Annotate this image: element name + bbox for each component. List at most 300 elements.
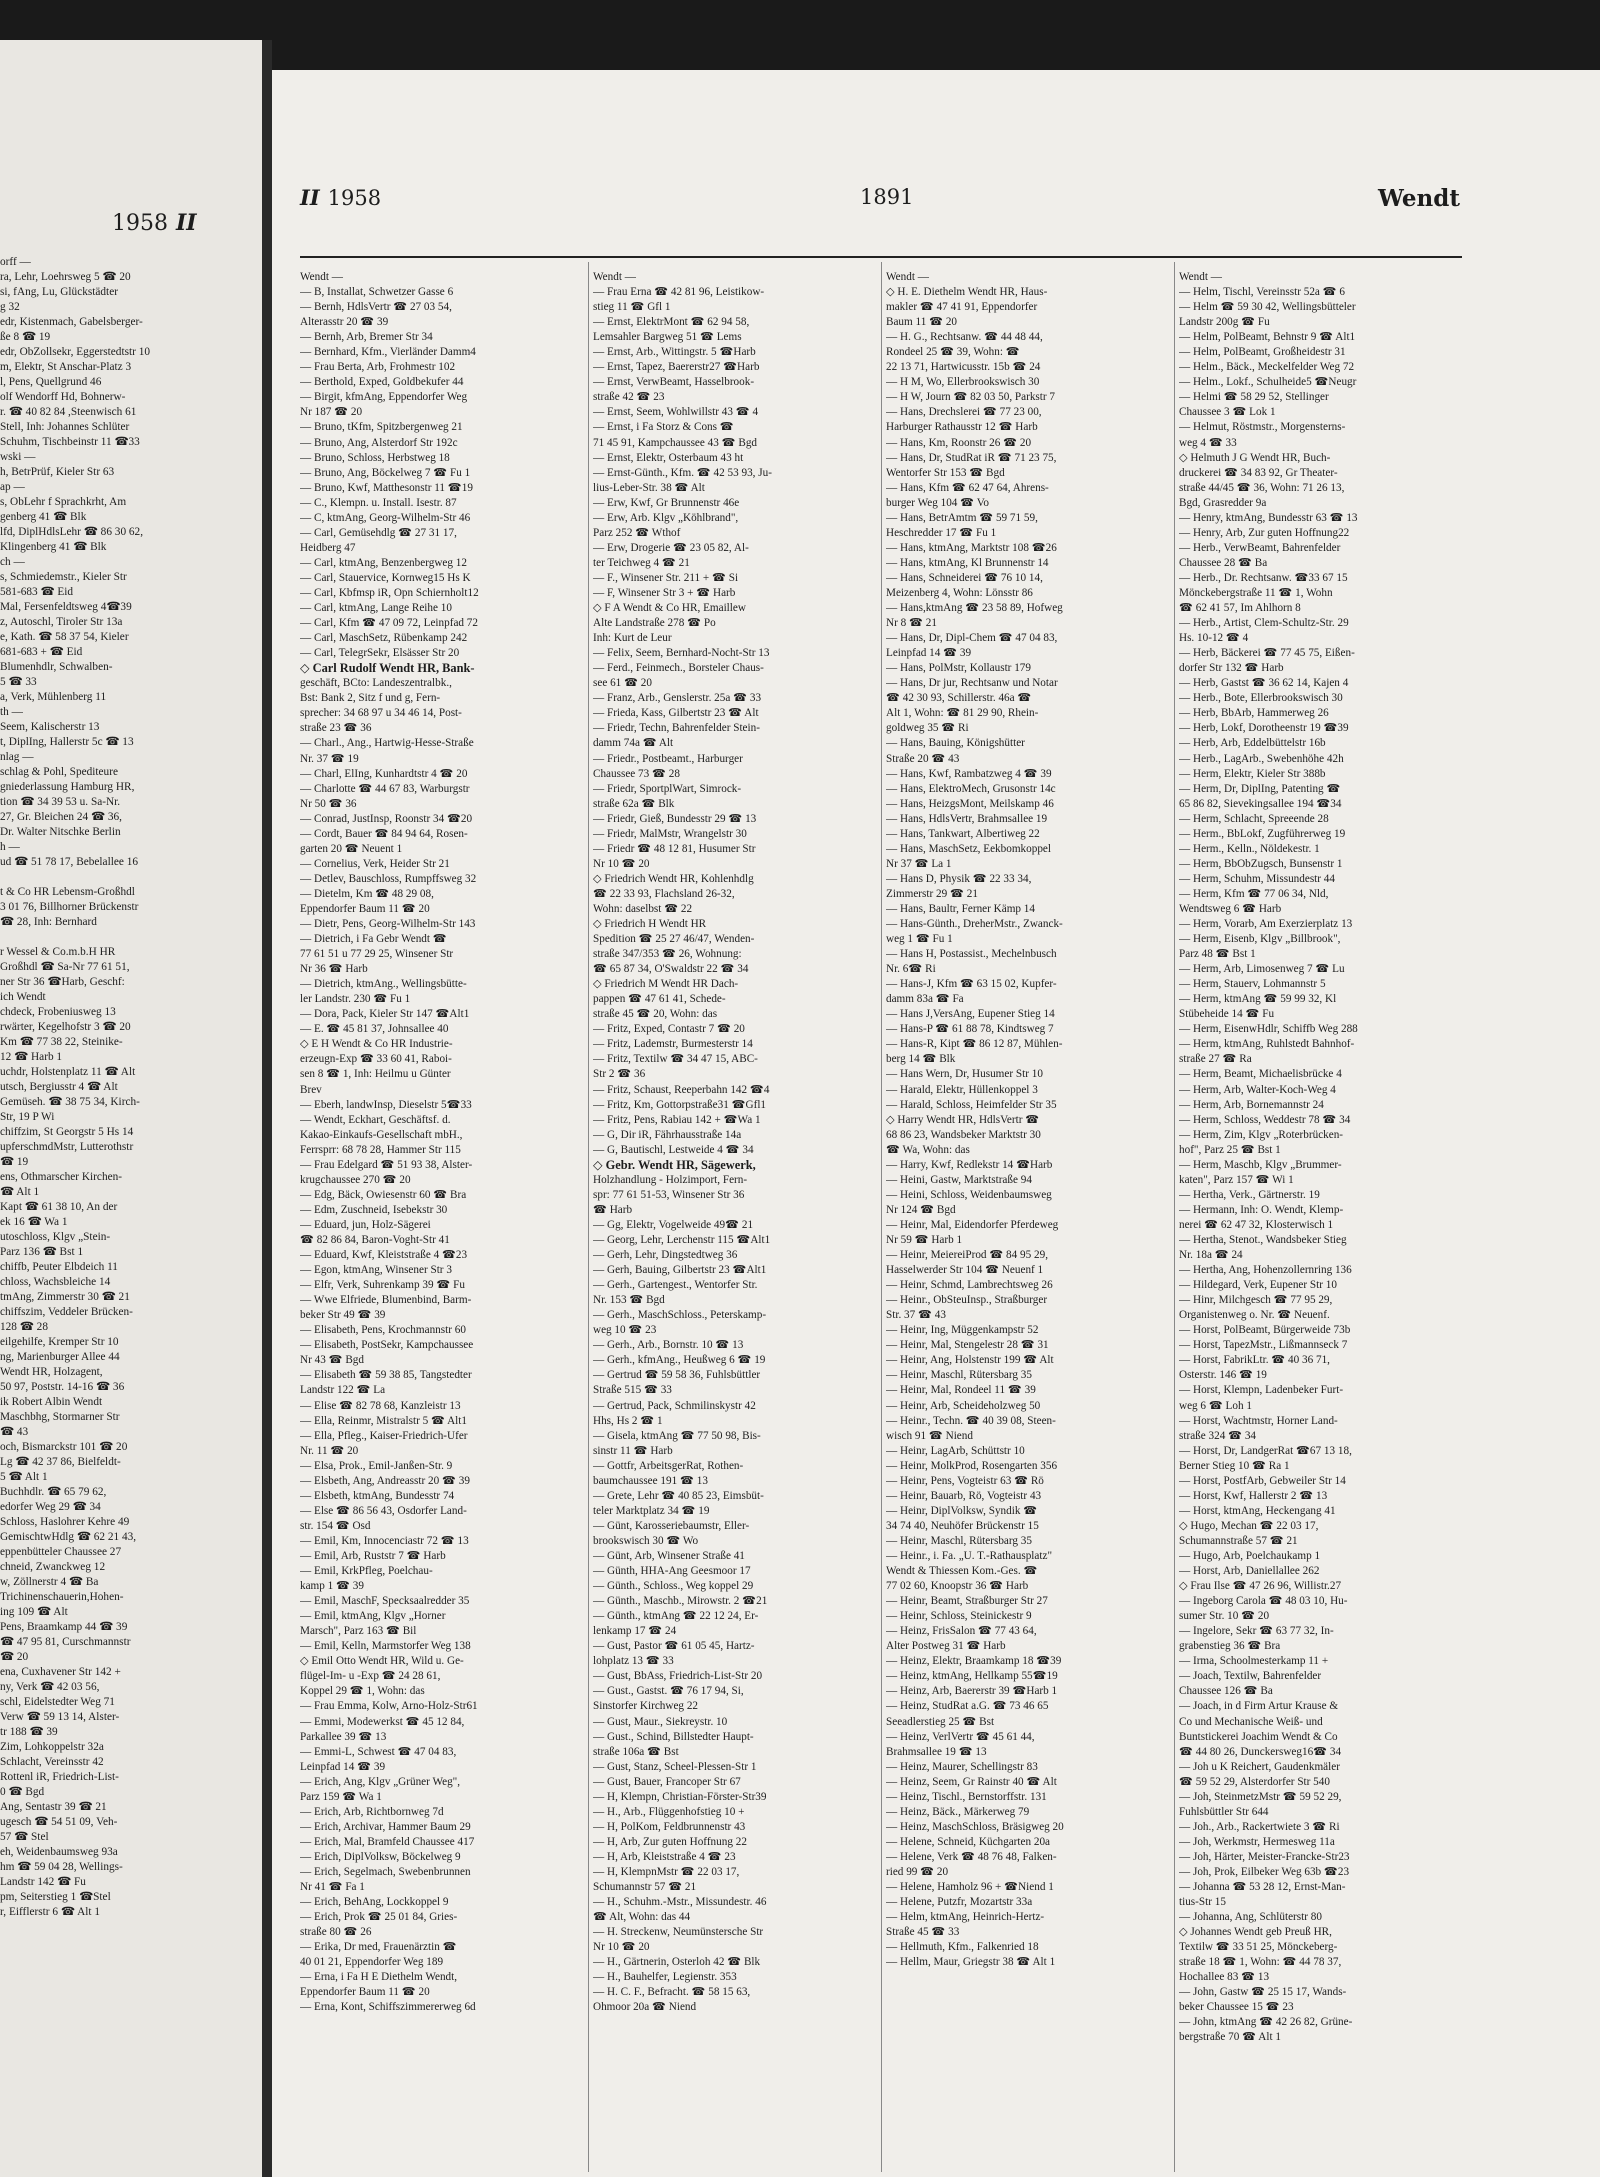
- directory-entry-line: — Helm., Lokf., Schulheide5 ☎Neugr: [1179, 376, 1357, 389]
- directory-entry-line: — Herm, Beamt, Michaelisbrücke 4: [1179, 1068, 1342, 1081]
- directory-entry-line: — Horst, ktmAng, Heckengang 41: [1179, 1504, 1336, 1517]
- left-page: [0, 40, 262, 2177]
- directory-entry-line: 77 61 51 u 77 29 25, Winsener Str: [300, 948, 454, 961]
- left-page-line: a, Verk, Mühlenberg 11: [0, 691, 107, 703]
- directory-entry-line: — Charlotte ☎ 44 67 83, Warburgstr: [300, 782, 470, 795]
- directory-entry-line: — Gertrud ☎ 59 58 36, Fuhlsbüttler: [593, 1369, 761, 1382]
- page-label: II: [300, 185, 320, 210]
- directory-entry-line: — Erich, Ang, Klgv „Grüner Weg",: [300, 1775, 461, 1788]
- directory-entry-line: — H., Arb., Flüggenhofstieg 10 +: [593, 1805, 745, 1818]
- directory-entry-line: Str 2 ☎ 36: [593, 1068, 646, 1081]
- left-page-line: tr 188 ☎ 39: [0, 1726, 58, 1738]
- directory-entry-line: — Ingelore, Sekr ☎ 63 77 32, In-: [1179, 1625, 1334, 1638]
- directory-entry-line: — Gottfr, ArbeitsgerRat, Rothen-: [593, 1459, 744, 1472]
- directory-entry-line: ◇ Friedrich Wendt HR, Kohlenhdlg: [593, 872, 754, 885]
- directory-entry-line: ◇ Emil Otto Wendt HR, Wild u. Ge-: [300, 1655, 464, 1668]
- left-page-line: wski —: [0, 451, 36, 463]
- directory-entry-line: — Elsa, Prok., Emil-Janßen-Str. 9: [300, 1459, 453, 1472]
- directory-entry-line: — Günt, Karosseriebaumstr, Eller-: [593, 1519, 750, 1532]
- page-year: 1958: [327, 186, 382, 210]
- directory-entry-line: — H, Arb, Zur guten Hoffnung 22: [593, 1835, 747, 1848]
- directory-entry-line: Brev: [300, 1083, 322, 1096]
- directory-entry-line: ◇ Friedrich M Wendt HR Dach-: [593, 978, 739, 991]
- directory-entry-line: ◇ Helmuth J G Wendt HR, Buch-: [1179, 451, 1331, 464]
- directory-entry-line: — Helm, PolBeamt, Großheidestr 31: [1179, 346, 1346, 359]
- directory-entry-line: — Elisabeth ☎ 59 38 85, Tangstedter: [300, 1369, 472, 1382]
- directory-entry-line: — Helene, Putzfr, Mozartstr 33a: [886, 1896, 1033, 1909]
- directory-entry-line: — Hugo, Arb, Poelchaukamp 1: [1179, 1549, 1321, 1562]
- page-header-left: [300, 185, 381, 210]
- directory-entry-line: — H., Schuhm.-Mstr., Missundestr. 46: [593, 1896, 767, 1909]
- directory-entry-line: — Frieda, Kass, Gilbertstr 23 ☎ Alt: [593, 707, 759, 720]
- directory-entry-line: Co und Mechanische Weiß- und: [1179, 1715, 1323, 1728]
- directory-entry-line: — Hans Wern, Dr, Husumer Str 10: [886, 1068, 1043, 1081]
- directory-entry-line: — Herm, Arb, Walter-Koch-Weg 4: [1179, 1083, 1336, 1096]
- left-page-line: Klingenberg 41 ☎ Blk: [0, 541, 107, 553]
- left-page-line: Kapt ☎ 61 38 10, An der: [0, 1201, 118, 1213]
- directory-entry-line: straße 347/353 ☎ 26, Wohnung:: [593, 948, 742, 961]
- directory-entry-line: erzeugn-Exp ☎ 33 60 41, Raboi-: [300, 1053, 452, 1066]
- directory-entry-line: — Herm., Kelln., Nöldekestr. 1: [1179, 842, 1320, 855]
- directory-entry-line: 22 13 71, Hartwicusstr. 15b ☎ 24: [886, 361, 1041, 374]
- directory-entry-line: Alterasstr 20 ☎ 39: [300, 316, 389, 329]
- directory-entry-line: — Heinr, Maschl, Rütersbarg 35: [886, 1369, 1032, 1382]
- left-page-line: Zim, Lohkoppelstr 32a: [0, 1741, 104, 1753]
- directory-entry-line: — Bruno, Schloss, Herbstweg 18: [300, 451, 450, 464]
- directory-entry-line: — Heinz, FrisSalon ☎ 77 43 64,: [886, 1625, 1037, 1638]
- directory-entry-line: — Erich, Archivar, Hammer Baum 29: [300, 1820, 471, 1833]
- directory-entry-line: 34 74 40, Neuhöfer Brückenstr 15: [886, 1519, 1039, 1532]
- directory-entry-line: — Heinr., Techn. ☎ 40 39 08, Steen-: [886, 1414, 1056, 1427]
- directory-entry-line: — Herm, Schloss, Weddestr 78 ☎ 34: [1179, 1113, 1351, 1126]
- directory-entry-line: Str. 37 ☎ 43: [886, 1309, 946, 1322]
- directory-entry-line: spr: 77 61 51-53, Winsener Str 36: [593, 1188, 745, 1201]
- directory-entry-line: — H. Streckenw, Neumünstersche Str: [593, 1926, 764, 1939]
- directory-entry-line: — Herm, Vorarb, Am Exerzierplatz 13: [1179, 918, 1353, 931]
- directory-entry-line: — Herb., LagArb., Swebenhöhe 42h: [1179, 752, 1344, 765]
- directory-entry-line: Marsch", Parz 163 ☎ Bil: [300, 1625, 417, 1638]
- directory-entry-line: Nr 36 ☎ Harb: [300, 963, 368, 976]
- directory-entry-line: — Herm, Eisenb, Klgv „Billbrook",: [1179, 933, 1341, 946]
- directory-entry-line: Nr. 153 ☎ Bgd: [593, 1294, 665, 1307]
- directory-entry-line: — G, Bautischl, Lestweide 4 ☎ 34: [593, 1143, 754, 1156]
- directory-entry-line: goldweg 35 ☎ Ri: [886, 722, 969, 735]
- left-page-line: Schlacht, Vereinsstr 42: [0, 1756, 104, 1768]
- directory-entry-line: — Eberh, landwInsp, Dieselstr 5☎33: [300, 1098, 472, 1111]
- left-page-line: r, Eifflerstr 6 ☎ Alt 1: [0, 1906, 101, 1918]
- directory-entry-line: — Heinz, VerlVertr ☎ 45 61 44,: [886, 1730, 1035, 1743]
- directory-entry-line: — Heinz, Tischl., Bernstorffstr. 131: [886, 1790, 1047, 1803]
- directory-entry-line: — Horst, FabrikLtr. ☎ 40 36 71,: [1179, 1354, 1330, 1367]
- directory-entry-line: — Ernst, i Fa Storz & Cons ☎: [593, 421, 734, 434]
- directory-entry-line: damm 74a ☎ Alt: [593, 737, 674, 750]
- directory-entry-line: — Helene, Hamholz 96 + ☎Niend 1: [886, 1881, 1054, 1894]
- left-page-line: chiffb, Peuter Elbdeich 11: [0, 1261, 118, 1273]
- directory-entry-line: — Hans,ktmAng ☎ 23 58 89, Hofweg: [886, 602, 1063, 615]
- left-page-line: ik Robert Albin Wendt: [0, 1396, 103, 1408]
- left-page-line: ße 8 ☎ 19: [0, 331, 51, 343]
- directory-column-4: [1179, 270, 1462, 2170]
- directory-entry-line: — Helene, Verk ☎ 48 76 48, Falken-: [886, 1850, 1057, 1863]
- running-head: Wendt: [1377, 185, 1460, 212]
- directory-entry-line: — Harald, Schloss, Heimfelder Str 35: [886, 1098, 1057, 1111]
- directory-entry-line: Nr 59 ☎ Harb 1: [886, 1234, 963, 1246]
- directory-entry-line: Leinpfad 14 ☎ 39: [886, 647, 972, 660]
- directory-entry-line: — Hans D, Physik ☎ 22 33 34,: [886, 872, 1032, 885]
- left-page-line: GemischtwHdlg ☎ 62 21 43,: [0, 1531, 137, 1543]
- directory-entry-line: — Herm, Maschb, Klgv „Brummer-: [1179, 1158, 1342, 1171]
- directory-entry-line: Nr 41 ☎ Fa 1: [300, 1881, 365, 1894]
- left-page-line: t & Co HR Lebensm-Großhdl: [0, 886, 135, 898]
- left-page-line: ich Wendt: [0, 991, 46, 1003]
- directory-entry-line: Straße 20 ☎ 43: [886, 752, 960, 765]
- left-page-line: ng, Marienburger Allee 44: [0, 1351, 120, 1363]
- left-page-line: Großhdl ☎ Sa-Nr 77 61 51,: [0, 961, 130, 973]
- directory-entry-line: — Hans, Dr jur, Rechtsanw und Notar: [886, 677, 1058, 690]
- directory-entry-line: — Hans H, Postassist., Mechelnbusch: [886, 948, 1057, 961]
- directory-entry-line: nerei ☎ 62 47 32, Klosterwisch 1: [1179, 1218, 1334, 1231]
- directory-column-2: [593, 270, 876, 2170]
- left-page-line: Seem, Kalischerstr 13: [0, 721, 100, 733]
- left-page-line: Km ☎ 77 38 22, Steinike-: [0, 1036, 123, 1048]
- directory-entry-line: Ferrsprr: 68 78 28, Hammer Str 115: [300, 1143, 461, 1156]
- left-page-line: Stell, Inh: Johannes Schlüter: [0, 421, 130, 433]
- directory-entry-line: — Günth., Schloss., Weg koppel 29: [593, 1580, 754, 1593]
- directory-entry-line: Spedition ☎ 25 27 46/47, Wenden-: [593, 933, 755, 946]
- directory-entry-line: Landstr 200g ☎ Fu: [1179, 316, 1270, 329]
- directory-entry-line: — Hans-R, Kipt ☎ 86 12 87, Mühlen-: [886, 1038, 1063, 1051]
- left-page-line: Blumenhdlr, Schwalben-: [0, 661, 113, 673]
- directory-entry-line: — Horst, TapezMstr., Lißmannseck 7: [1179, 1339, 1348, 1352]
- directory-entry-line: Wendt —: [886, 271, 929, 283]
- left-page-line: eh, Weidenbaumsweg 93a: [0, 1846, 118, 1858]
- directory-entry-line: — Charl., Ang., Hartwig-Hesse-Straße: [300, 737, 474, 750]
- directory-entry-line: — Else ☎ 86 56 43, Osdorfer Land-: [300, 1504, 467, 1517]
- directory-entry-line: — Erich, Prok ☎ 25 01 84, Gries-: [300, 1911, 458, 1924]
- directory-entry-line: — Ernst-Günth., Kfm. ☎ 42 53 93, Ju-: [593, 466, 772, 479]
- left-page-line: m, Elektr, St Anschar-Platz 3: [0, 361, 132, 373]
- directory-entry-line: ☎ Alt, Wohn: das 44: [593, 1911, 691, 1924]
- directory-entry-line: katen", Parz 157 ☎ Wi 1: [1179, 1173, 1294, 1186]
- directory-entry-line: — Herm, ktmAng ☎ 59 99 32, Kl: [1179, 993, 1337, 1006]
- directory-entry-line: — Hans, BetrAmtm ☎ 59 71 59,: [886, 511, 1038, 524]
- directory-entry-line: — H, KlempnMstr ☎ 22 03 17,: [593, 1865, 740, 1878]
- directory-entry-line: — Heinr, Ang, Holstenstr 199 ☎ Alt: [886, 1354, 1054, 1367]
- left-page-line: Buchhdlr. ☎ 65 79 62,: [0, 1486, 107, 1498]
- directory-entry-line: — Joh, SteinmetzMstr ☎ 59 52 29,: [1179, 1790, 1342, 1803]
- directory-entry-line: Heschredder 17 ☎ Fu 1: [886, 526, 997, 539]
- directory-entry-line: Straße 515 ☎ 33: [593, 1384, 672, 1397]
- directory-entry-line: ◇ Frau Ilse ☎ 47 26 96, Willistr.27: [1179, 1580, 1342, 1593]
- left-page-line: Schloss, Haslohrer Kehre 49: [0, 1516, 130, 1528]
- directory-entry-line: makler ☎ 47 41 91, Eppendorfer: [886, 301, 1038, 314]
- directory-entry-line: — Elisabeth, PostSekr, Kampchaussee: [300, 1339, 474, 1352]
- directory-entry-line: — Birgit, kfmAng, Eppendorfer Weg: [300, 391, 468, 404]
- left-page-line: tmAng, Zimmerstr 30 ☎ 21: [0, 1291, 130, 1303]
- left-page-line: eppenbütteler Chaussee 27: [0, 1546, 122, 1558]
- directory-entry-line: — Günth, HHA-Ang Geesmoor 17: [593, 1565, 751, 1578]
- left-page-line: olf Wendorff Hd, Bohnerw-: [0, 391, 126, 403]
- directory-entry-line: — Hans, Schneiderei ☎ 76 10 14,: [886, 571, 1043, 584]
- directory-entry-line: 77 02 60, Knoopstr 36 ☎ Harb: [886, 1580, 1029, 1593]
- left-page-line: z, Autoschl, Tiroler Str 13a: [0, 616, 123, 628]
- left-page-line: orff —: [0, 256, 31, 268]
- directory-entry-line: straße 45 ☎ 20, Wohn: das: [593, 1008, 718, 1021]
- left-page-line: e, Kath. ☎ 58 37 54, Kieler: [0, 631, 129, 643]
- directory-entry-line: — Carl, Gemüsehdlg ☎ 27 31 17,: [300, 526, 457, 539]
- directory-entry-line: weg 4 ☎ 33: [1179, 436, 1237, 449]
- left-page-line: ens, Othmarscher Kirchen-: [0, 1171, 123, 1183]
- directory-entry-line: beker Str 49 ☎ 39: [300, 1309, 386, 1322]
- directory-entry-line: str. 154 ☎ Osd: [300, 1519, 371, 1532]
- directory-entry-line: — Hans, Baultr, Ferner Kämp 14: [886, 902, 1035, 915]
- directory-entry-line: — Carl, ktmAng, Lange Reihe 10: [300, 602, 452, 615]
- directory-entry-line: — Herb, BbArb, Hammerweg 26: [1179, 707, 1329, 720]
- directory-entry-line: burger Weg 104 ☎ Vo: [886, 496, 989, 509]
- directory-entry-line: — Cornelius, Verk, Heider Str 21: [300, 857, 450, 870]
- directory-entry-line: ◇ Carl Rudolf Wendt HR, Bank-: [300, 661, 475, 676]
- directory-entry-line: — Herm, Dr, DiplIng, Patenting ☎: [1179, 782, 1341, 795]
- left-page-line: Parz 136 ☎ Bst 1: [0, 1246, 84, 1258]
- column-divider: [881, 262, 882, 2172]
- directory-entry-line: Osterstr. 146 ☎ 19: [1179, 1369, 1267, 1382]
- directory-entry-line: brookswisch 30 ☎ Wo: [593, 1534, 699, 1547]
- page-header: [300, 185, 1460, 215]
- directory-entry-line: ◇ F A Wendt & Co HR, Emaillew: [593, 602, 746, 615]
- directory-entry-line: — Ernst, ElektrMont ☎ 62 94 58,: [593, 316, 750, 329]
- directory-entry-line: — Herb., VerwBeamt, Bahrenfelder: [1179, 541, 1341, 554]
- left-page-line: chneid, Zwanckweg 12: [0, 1561, 106, 1573]
- directory-entry-line: Rondeel 25 ☎ 39, Wohn: ☎: [886, 346, 1020, 359]
- directory-entry-line: Bgd, Grasredder 9a: [1179, 496, 1267, 509]
- directory-entry-line: damm 83a ☎ Fa: [886, 993, 964, 1006]
- directory-entry-line: — Gerh., Arb., Bornstr. 10 ☎ 13: [593, 1339, 744, 1352]
- directory-entry-line: — Herm, BbObZugsch, Bunsenstr 1: [1179, 857, 1343, 870]
- directory-entry-line: — Herm, Elektr, Kieler Str 388b: [1179, 767, 1326, 780]
- directory-entry-line: sen 8 ☎ 1, Inh: Heilmu u Günter: [300, 1068, 451, 1081]
- left-page-line: 5 ☎ 33: [0, 676, 37, 688]
- directory-entry-line: — Heinr., ObSteuInsp., Straßburger: [886, 1294, 1048, 1307]
- directory-entry-line: bergstraße 70 ☎ Alt 1: [1179, 2031, 1281, 2044]
- directory-entry-line: — Hans, PolMstr, Kollaustr 179: [886, 662, 1031, 675]
- directory-entry-line: — Bruno, Ang, Alsterdorf Str 192c: [300, 436, 458, 449]
- directory-entry-line: — Erich, Mal, Bramfeld Chaussee 417: [300, 1835, 475, 1848]
- directory-entry-line: — H, Klempn, Christian-Förster-Str39: [593, 1790, 767, 1803]
- directory-entry-line: — Heinr, Beamt, Straßburger Str 27: [886, 1595, 1048, 1608]
- directory-entry-line: — Horst, Kwf, Hallerstr 2 ☎ 13: [1179, 1489, 1328, 1502]
- directory-entry-line: Nr 50 ☎ 36: [300, 797, 357, 810]
- header-rule: [300, 256, 1462, 258]
- directory-entry-line: ☎ 62 41 57, Im Ahlhorn 8: [1179, 602, 1301, 615]
- directory-entry-line: — F, Winsener Str 3 + ☎ Harb: [593, 586, 736, 599]
- directory-entry-line: — Gust, Maur., Siekreystr. 10: [593, 1715, 728, 1728]
- left-page-line: Landstr 142 ☎ Fu: [0, 1876, 86, 1888]
- directory-entry-line: — Bruno, Kwf, Matthesonstr 11 ☎19: [300, 481, 473, 494]
- directory-entry-line: — Herm, Arb, Limosenweg 7 ☎ Lu: [1179, 963, 1345, 976]
- directory-entry-line: — Gerh, Lehr, Dingstedtweg 36: [593, 1249, 738, 1262]
- directory-entry-line: — Henry, Arb, Zur guten Hoffnung22: [1179, 526, 1350, 539]
- book-gutter: [262, 40, 272, 2177]
- directory-entry-line: — Cordt, Bauer ☎ 84 94 64, Rosen-: [300, 827, 468, 840]
- directory-entry-line: ☎ 44 80 26, Dunckersweg16☎ 34: [1179, 1745, 1342, 1758]
- directory-entry-line: — Fritz, Schaust, Reeperbahn 142 ☎4: [593, 1083, 770, 1096]
- directory-entry-line: — Günt, Arb, Winsener Straße 41: [593, 1549, 745, 1562]
- directory-entry-line: ☎ 42 30 93, Schillerstr. 46a ☎: [886, 692, 1032, 705]
- left-page-line: uchdr, Holstenplatz 11 ☎ Alt: [0, 1066, 136, 1078]
- directory-entry-line: — Dora, Pack, Kieler Str 147 ☎Alt1: [300, 1008, 470, 1021]
- left-page-line: Schuhm, Tischbeinstr 11 ☎33: [0, 436, 140, 448]
- directory-entry-line: Heidberg 47: [300, 541, 356, 554]
- directory-entry-line: 68 86 23, Wandsbeker Marktstr 30: [886, 1128, 1041, 1141]
- left-page-header: [112, 210, 197, 236]
- left-page-label: II: [176, 210, 197, 236]
- directory-entry-line: — Helm ☎ 59 30 42, Wellingsbütteler: [1179, 301, 1356, 314]
- directory-entry-line: — Emmi, Modewerkst ☎ 45 12 84,: [300, 1715, 465, 1728]
- directory-entry-line: — Emil, Arb, Ruststr 7 ☎ Harb: [300, 1549, 446, 1562]
- directory-entry-line: — Heinr, Arb, Scheideholzweg 50: [886, 1399, 1041, 1412]
- left-page-line: och, Bismarckstr 101 ☎ 20: [0, 1441, 128, 1453]
- directory-entry-line: Mönckebergstraße 11 ☎ 1, Wohn: [1179, 586, 1333, 599]
- directory-entry-line: lenkamp 17 ☎ 24: [593, 1625, 677, 1638]
- left-page-line: 12 ☎ Harb 1: [0, 1051, 63, 1063]
- left-page-line: gniederlassung Hamburg HR,: [0, 781, 135, 793]
- left-page-line: [0, 870, 262, 885]
- directory-entry-line: — Joh, Härter, Meister-Francke-Str23: [1179, 1850, 1350, 1863]
- directory-entry-line: Chaussee 73 ☎ 28: [593, 767, 680, 780]
- directory-entry-line: Straße 45 ☎ 33: [886, 1926, 960, 1939]
- directory-entry-line: teler Marktplatz 34 ☎ 19: [593, 1504, 710, 1517]
- left-page-line: r. ☎ 40 82 84 ,Steenwisch 61: [0, 406, 137, 418]
- directory-entry-line: — B, Installat, Schwetzer Gasse 6: [300, 286, 454, 299]
- directory-entry-line: — Heinr, Mal, Eidendorfer Pferdeweg: [886, 1218, 1059, 1231]
- directory-entry-line: — Erw, Drogerie ☎ 23 05 82, Al-: [593, 541, 749, 554]
- directory-entry-line: weg 10 ☎ 23: [593, 1324, 657, 1337]
- left-page-column: [0, 255, 262, 1920]
- directory-entry-line: Chaussee 28 ☎ Ba: [1179, 556, 1268, 569]
- directory-entry-line: — Herb, Bäckerei ☎ 77 45 75, Eißen-: [1179, 647, 1355, 660]
- directory-entry-line: — Elisabeth, Pens, Krochmannstr 60: [300, 1324, 466, 1337]
- directory-entry-line: — Gust, Stanz, Scheel-Plessen-Str 1: [593, 1760, 757, 1773]
- directory-entry-line: lius-Leber-Str. 38 ☎ Alt: [593, 481, 705, 494]
- directory-entry-line: ter Teichweg 4 ☎ 21: [593, 556, 690, 569]
- directory-entry-line: krugchaussee 270 ☎ 20: [300, 1173, 411, 1186]
- directory-entry-line: — Heinz, ktmAng, Hellkamp 55☎19: [886, 1670, 1058, 1683]
- directory-entry-line: straße 324 ☎ 34: [1179, 1429, 1257, 1442]
- directory-entry-line: Stübeheide 14 ☎ Fu: [1179, 1008, 1275, 1021]
- directory-entry-line: straße 106a ☎ Bst: [593, 1745, 679, 1758]
- left-page-line: ☎ 28, Inh: Bernhard: [0, 916, 97, 928]
- directory-entry-line: Kakao-Einkaufs-Gesellschaft mbH.,: [300, 1128, 463, 1141]
- directory-entry-line: — Friedr, MalMstr, Wrangelstr 30: [593, 827, 747, 840]
- left-page-line: h, BetrPrüf, Kieler Str 63: [0, 466, 115, 478]
- directory-entry-line: — Frau Berta, Arb, Frohmestr 102: [300, 361, 456, 374]
- directory-entry-line: kamp 1 ☎ 39: [300, 1580, 364, 1593]
- directory-entry-line: — Heinz, StudRat a.G. ☎ 73 46 65: [886, 1700, 1049, 1713]
- directory-entry-line: Hhs, Hs 2 ☎ 1: [593, 1414, 663, 1427]
- directory-entry-line: Alt 1, Wohn: ☎ 81 29 90, Rhein-: [886, 707, 1039, 720]
- left-page-line: h —: [0, 841, 20, 853]
- left-page-line: Maschbhg, Stormarner Str: [0, 1411, 120, 1423]
- directory-entry-line: — Emil, ktmAng, Klgv „Horner: [300, 1610, 446, 1623]
- left-page-line: s, ObLehr f Sprachkrht, Am: [0, 496, 127, 508]
- directory-entry-line: — Hans, Dr, Dipl-Chem ☎ 47 04 83,: [886, 632, 1058, 645]
- directory-entry-line: Leinpfad 14 ☎ 39: [300, 1760, 386, 1773]
- directory-entry-line: ◇ E H Wendt & Co HR Industrie-: [300, 1038, 453, 1051]
- directory-entry-line: — Herm, Zim, Klgv „Roterbrücken-: [1179, 1128, 1344, 1141]
- directory-entry-line: — Heinz, Arb, Baererstr 39 ☎Harb 1: [886, 1685, 1058, 1698]
- directory-entry-line: — Hans, Kfm ☎ 62 47 64, Ahrens-: [886, 481, 1049, 494]
- directory-entry-line: — Bernh, Arb, Bremer Str 34: [300, 331, 433, 344]
- directory-column-3: [886, 270, 1169, 2170]
- directory-entry-line: ◇ Friedrich H Wendt HR: [593, 918, 707, 931]
- directory-entry-line: — H W, Journ ☎ 82 03 50, Parkstr 7: [886, 391, 1056, 404]
- directory-entry-line: wisch 91 ☎ Niend: [886, 1429, 973, 1442]
- directory-entry-line: — Horst, PolBeamt, Bürgerweide 73b: [1179, 1324, 1351, 1337]
- directory-entry-line: — E. ☎ 45 81 37, Johnsallee 40: [300, 1023, 449, 1036]
- directory-entry-line: — Heinz, Elektr, Braamkamp 18 ☎39: [886, 1655, 1062, 1668]
- left-page-line: ing 109 ☎ Alt: [0, 1606, 68, 1618]
- directory-entry-line: — Hertha, Stenot., Wandsbeker Stieg: [1179, 1234, 1347, 1246]
- left-page-line: w, Zöllnerstr 4 ☎ Ba: [0, 1576, 99, 1588]
- directory-entry-line: — Erika, Dr med, Frauenärztin ☎: [300, 1941, 457, 1954]
- directory-entry-line: — Elise ☎ 82 78 68, Kanzleistr 13: [300, 1399, 461, 1412]
- directory-entry-line: — Heinr, Schmd, Lambrechtsweg 26: [886, 1279, 1053, 1292]
- directory-entry-line: — Horst, PostfArb, Gebweiler Str 14: [1179, 1474, 1346, 1487]
- directory-entry-line: — H. G., Rechtsanw. ☎ 44 48 44,: [886, 331, 1043, 344]
- directory-entry-line: ◇ Johannes Wendt geb Preuß HR,: [1179, 1926, 1332, 1939]
- directory-entry-line: — Hans, Drechslerei ☎ 77 23 00,: [886, 406, 1042, 419]
- directory-entry-line: — Heinr, LagArb, Schüttstr 10: [886, 1444, 1025, 1457]
- directory-entry-line: Chaussee 126 ☎ Ba: [1179, 1685, 1273, 1698]
- directory-entry-line: ☎ 22 33 93, Flachsland 26-32,: [593, 887, 735, 900]
- directory-entry-line: Parz 48 ☎ Bst 1: [1179, 948, 1256, 961]
- directory-entry-line: straße 44/45 ☎ 36, Wohn: 71 26 13,: [1179, 481, 1345, 494]
- left-page-line: Gemüseh. ☎ 38 75 34, Kirch-: [0, 1096, 140, 1108]
- left-page-line: Wendt HR, Holzagent,: [0, 1366, 103, 1378]
- left-page-line: Lg ☎ 42 37 86, Bielfeldt-: [0, 1456, 121, 1468]
- directory-entry-line: — Heinz, MaschSchloss, Bräsigweg 20: [886, 1820, 1064, 1833]
- directory-entry-line: flügel-Im- u -Exp ☎ 24 28 61,: [300, 1670, 441, 1683]
- directory-entry-line: — Herm, EisenwHdlr, Schiffb Weg 288: [1179, 1023, 1358, 1036]
- directory-entry-line: — Hans, Kwf, Rambatzweg 4 ☎ 39: [886, 767, 1052, 780]
- directory-entry-line: — Günth., ktmAng ☎ 22 12 24, Er-: [593, 1610, 759, 1623]
- directory-entry-line: — Wwe Elfriede, Blumenbind, Barm-: [300, 1294, 472, 1307]
- directory-entry-line: Baum 11 ☎ 20: [886, 316, 958, 329]
- directory-entry-line: ☎ 59 52 29, Alsterdorfer Str 540: [1179, 1775, 1330, 1788]
- directory-entry-line: — Joh u K Reichert, Gaudenkmäler: [1179, 1760, 1340, 1773]
- directory-entry-line: — Fritz, Lademstr, Burmesterstr 14: [593, 1038, 753, 1051]
- directory-entry-line: Inh: Kurt de Leur: [593, 632, 672, 645]
- left-page-line: ☎ 47 95 81, Curschmannstr: [0, 1636, 131, 1648]
- left-page-line: Mal, Fersenfeldtsweg 4☎39: [0, 601, 132, 613]
- directory-entry-line: Brahmsallee 19 ☎ 13: [886, 1745, 987, 1758]
- directory-entry-line: — Herb, Lokf, Dorotheenstr 19 ☎39: [1179, 722, 1349, 735]
- directory-entry-line: druckerei ☎ 34 83 92, Gr Theater-: [1179, 466, 1338, 479]
- left-page-line: 128 ☎ 28: [0, 1321, 48, 1333]
- directory-entry-line: Meizenberg 4, Wohn: Lönsstr 86: [886, 586, 1033, 599]
- directory-entry-line: — Gust., Schind, Billstedter Haupt-: [593, 1730, 754, 1743]
- directory-entry-line: — Gg, Elektr, Vogelweide 49☎ 21: [593, 1218, 754, 1231]
- directory-entry-line: — Dietrich, i Fa Gebr Wendt ☎: [300, 933, 447, 946]
- column-divider: [588, 262, 589, 2172]
- directory-entry-line: — Fritz, Km, Gottorpstraße31 ☎Gfl1: [593, 1098, 767, 1111]
- directory-entry-line: — Hans, HeizgsMont, Meilskamp 46: [886, 797, 1054, 810]
- directory-entry-line: hof", Parz 25 ☎ Bst 1: [1179, 1143, 1281, 1156]
- directory-entry-line: — Grete, Lehr ☎ 40 85 23, Eimsbüt-: [593, 1489, 764, 1502]
- left-page-line: edorfer Weg 29 ☎ 34: [0, 1501, 101, 1513]
- left-page-line: ☎ Alt 1: [0, 1186, 40, 1198]
- directory-entry-line: — Harry, Kwf, Redlekstr 14 ☎Harb: [886, 1158, 1053, 1171]
